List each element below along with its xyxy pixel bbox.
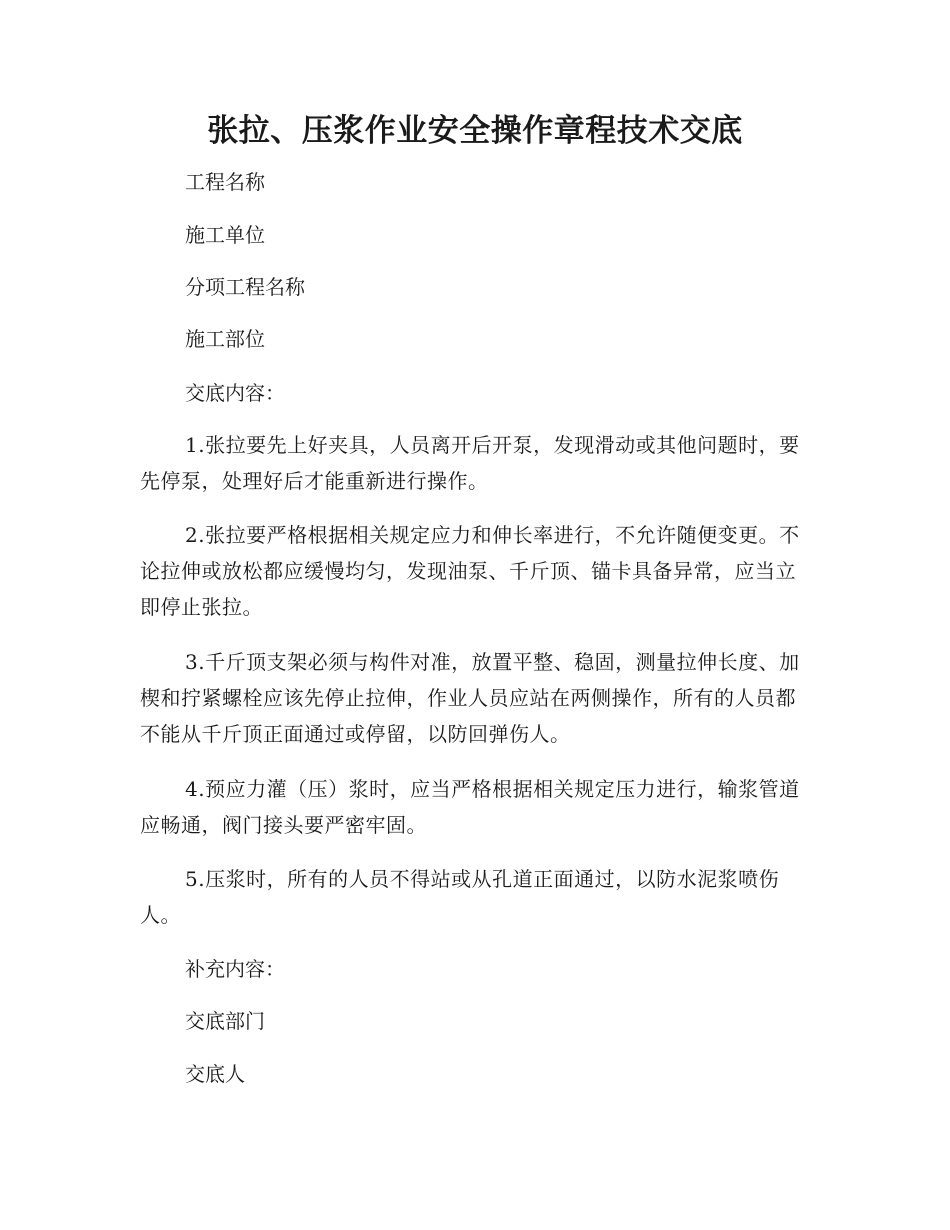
item-1: 1.张拉要先上好夹具，人员离开后开泵，发现滑动或其他问题时，要先停泵，处理好后才能重新进行操作。 [140,433,800,493]
content-heading: 交底内容： [185,381,285,405]
item-2: 2.张拉要严格根据相关规定应力和伸长率进行，不允许随便变更。不论拉伸或放松都应缓慢均匀，发现油泵、千斤顶、锚卡具备异常，应当立即停止张拉。 [140,523,800,619]
field-construction-part: 施工部位 [185,327,265,351]
document-title: 张拉、压浆作业安全操作章程技术交底 [207,113,743,149]
field-department: 交底部门 [185,1009,265,1033]
field-construction-unit: 施工单位 [185,223,265,247]
item-4: 4.预应力灌（压）浆时，应当严格根据相关规定压力进行，输浆管道应畅通，阀门接头要严密牢固。 [140,777,800,837]
supplement-heading: 补充内容： [185,957,285,981]
item-3: 3.千斤顶支架必须与构件对准，放置平整、稳固，测量拉伸长度、加楔和拧紧螺栓应该先停止拉伸，作业人员应站在两侧操作，所有的人员都不能从千斤顶正面通过或停留，以防回弹伤人。 [140,650,800,746]
field-project-name: 工程名称 [185,170,265,194]
item-5: 5.压浆时，所有的人员不得站或从孔道正面通过，以防水泥浆喷伤人。 [140,867,780,927]
field-person: 交底人 [185,1062,245,1086]
field-sub-project-name: 分项工程名称 [185,275,305,299]
